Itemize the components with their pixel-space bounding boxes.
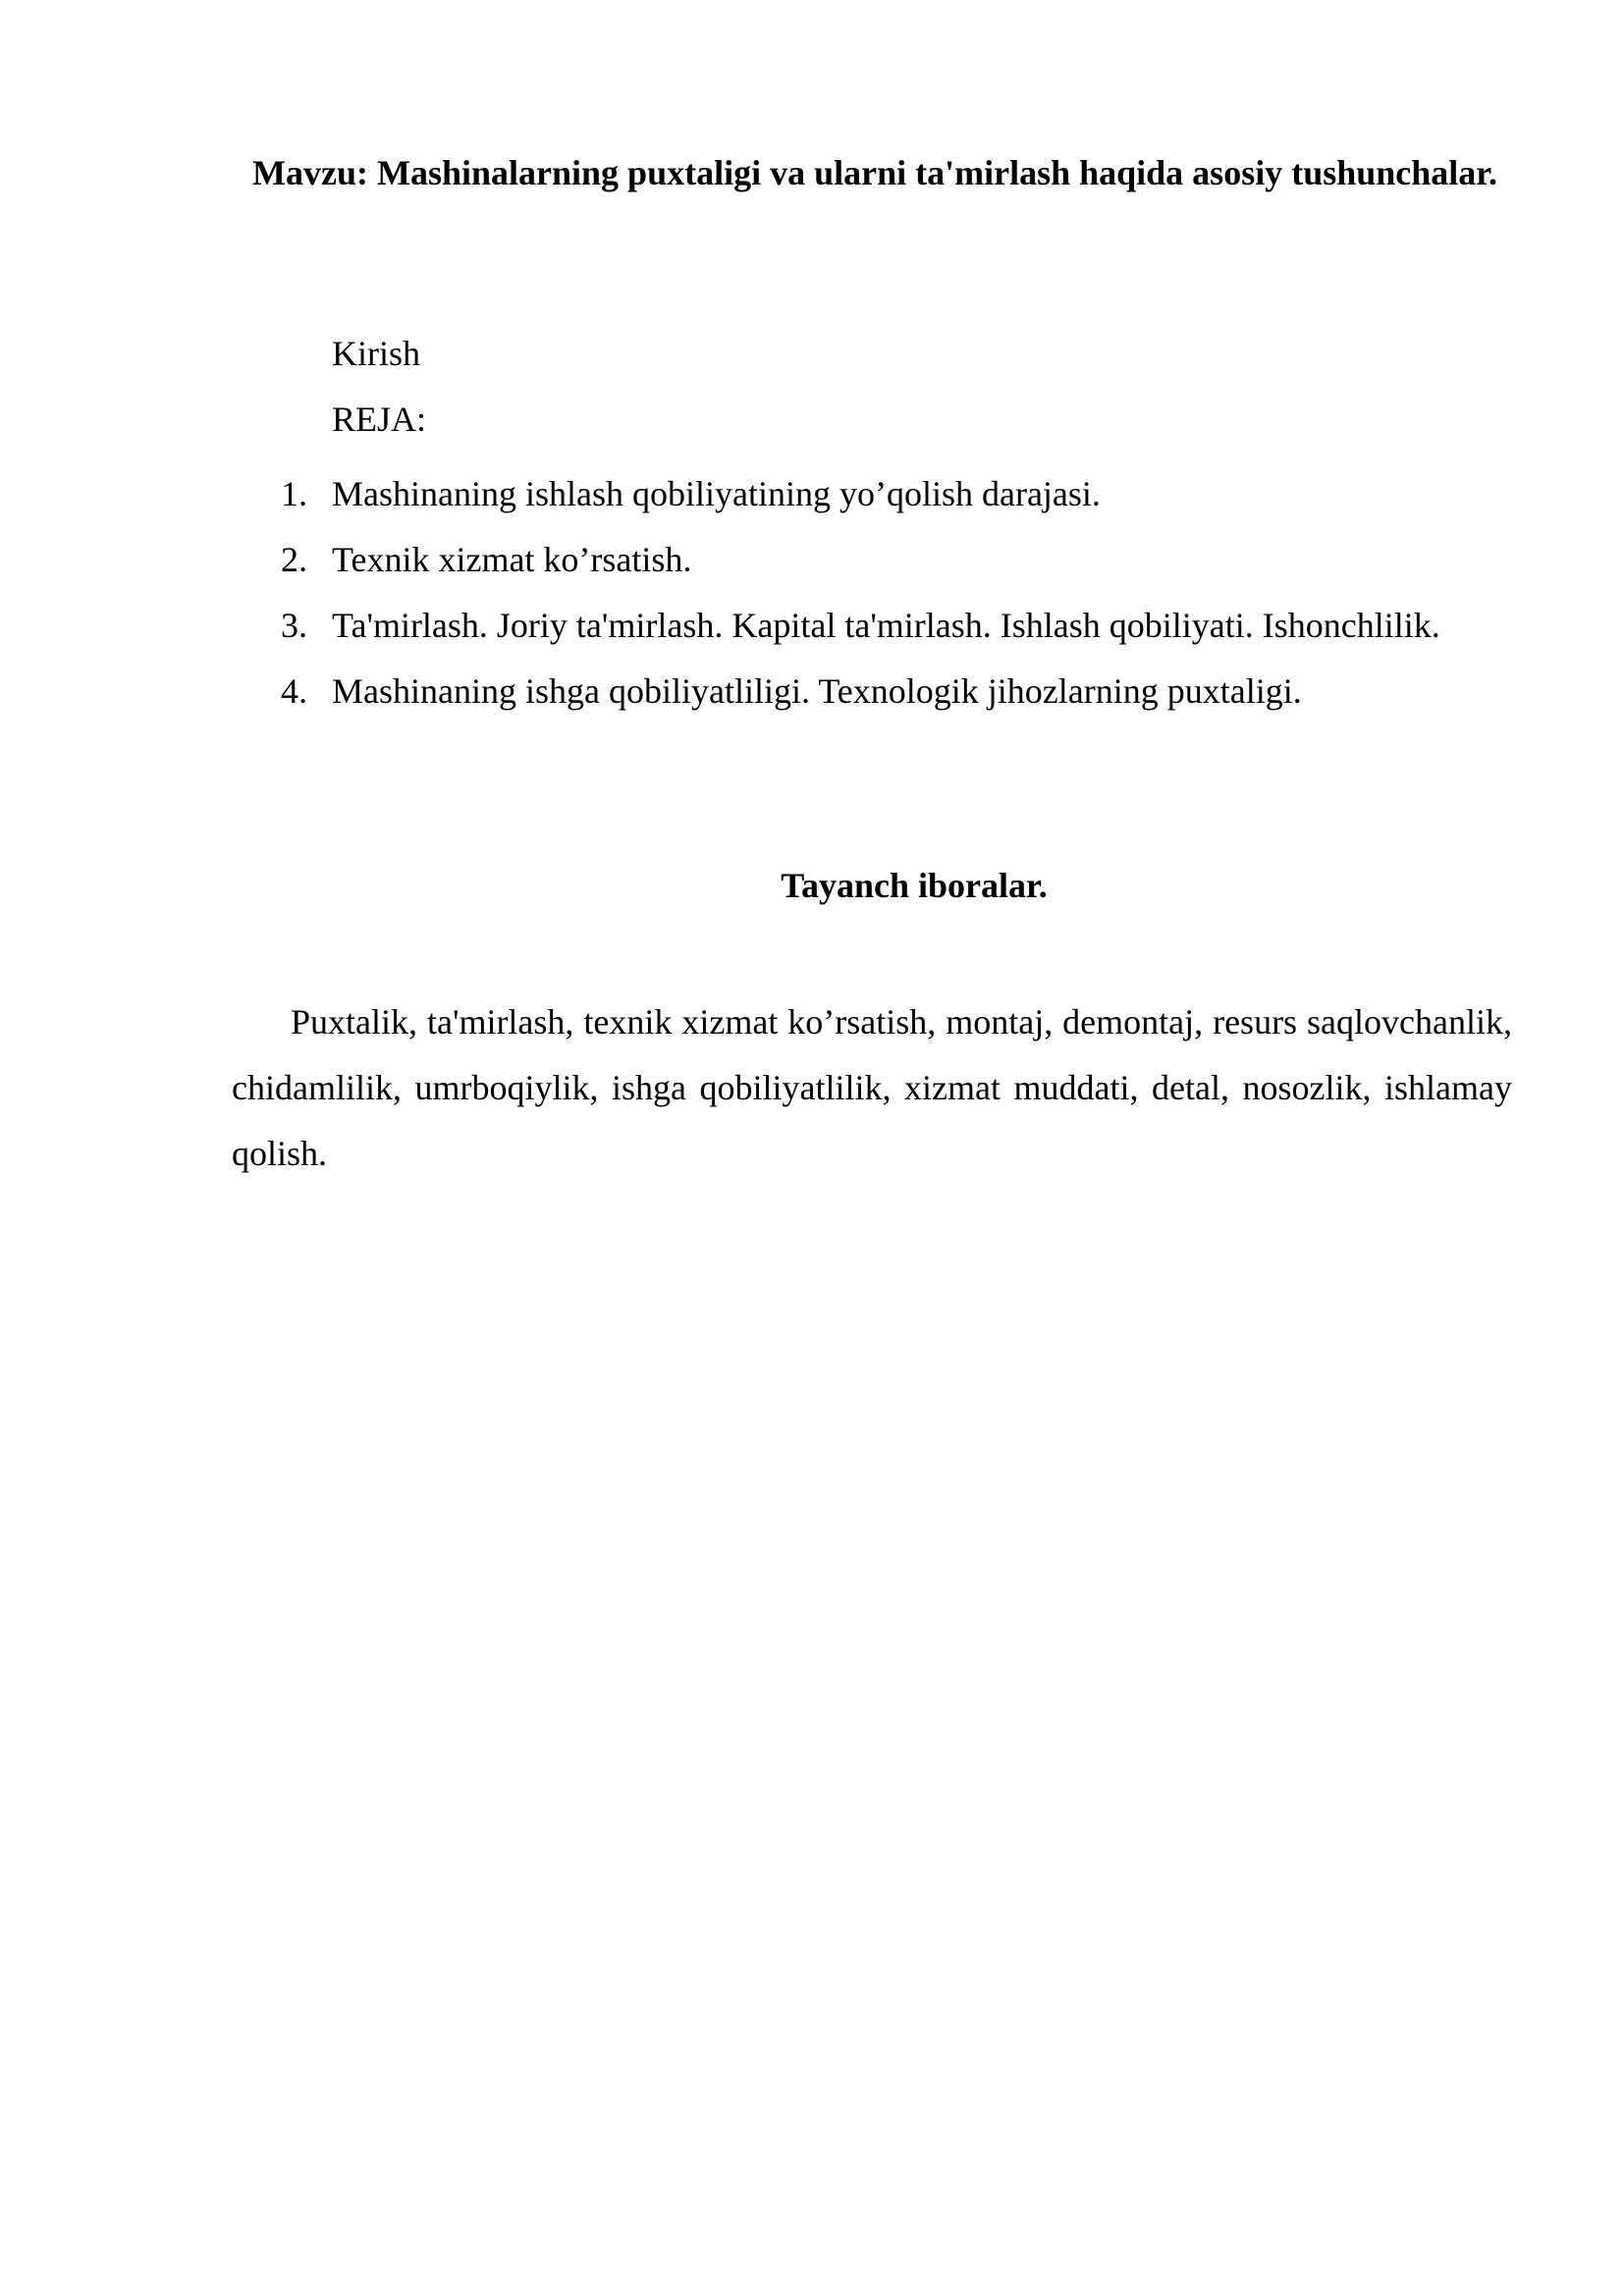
plan-list xyxy=(275,461,1512,724)
plan-item xyxy=(275,527,1512,593)
plan-item xyxy=(275,659,1512,724)
plan-item-text: Mashinaning ishga qobiliyatliligi. Texnologik jihozlarning puxtaligi. xyxy=(332,671,1302,711)
plan-item-text: Ta'mirlash. Joriy ta'mirlash. Kapital ta'mirlash. Ishlash qobiliyati. Ishonchlilik. xyxy=(332,606,1440,645)
keywords-paragraph: Puxtalik, ta'mirlash, texnik xizmat ko’rsatish, montaj, demontaj, resurs saqlovchanlik, chidamlilik, umrboqiylik, ishga qobiliyatlilik, xizmat muddati, detal, nosozlik, ishlamay qolish. xyxy=(232,1002,1512,1173)
intro-label: Kirish xyxy=(332,334,420,373)
plan-item-number: 1. xyxy=(281,474,307,513)
plan-item xyxy=(275,593,1512,659)
plan-item xyxy=(275,461,1512,527)
plan-item-text: Texnik xizmat ko’rsatish. xyxy=(332,540,692,579)
keywords-heading: Tayanch iboralar. xyxy=(781,866,1048,905)
document-title: Mavzu: Mashinalarning puxtaligi va ularni ta'mirlash haqida asosiy tushunchalar. xyxy=(252,153,1497,192)
plan-item-text: Mashinaning ishlash qobiliyatining yo’qolish darajasi. xyxy=(332,474,1101,513)
plan-item-number: 2. xyxy=(281,540,307,579)
plan-item-number: 4. xyxy=(281,671,307,711)
plan-item-number: 3. xyxy=(281,606,307,645)
plan-heading: REJA: xyxy=(332,400,427,439)
